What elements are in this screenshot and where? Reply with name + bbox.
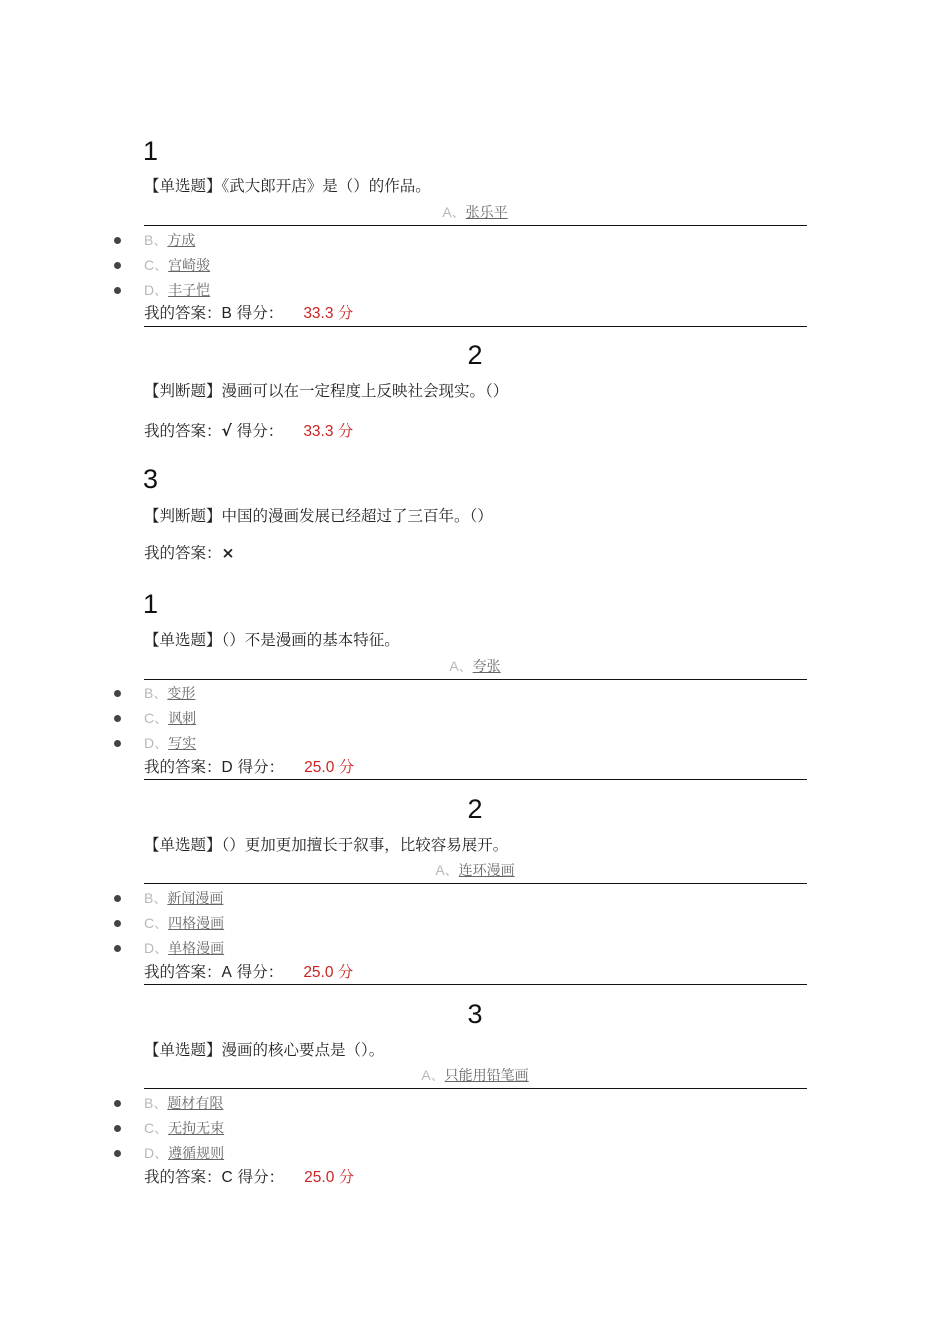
score-unit: 分 [337,963,354,981]
option-d[interactable] [144,736,196,751]
divider [144,225,807,226]
option-text[interactable]: 张乐平 [465,205,508,221]
question-number: 1 [143,589,159,619]
option-c[interactable] [144,258,210,273]
question-number: 2 [467,340,483,370]
option-text[interactable]: 讽刺 [168,711,197,727]
option-letter: C、 [144,710,169,726]
question-text: 【判断题】中国的漫画发展已经超过了三百年。（） [144,507,493,525]
score-label: 得分： [236,963,284,981]
answer-label: 我的答案： [144,544,222,562]
option-b[interactable] [144,686,195,701]
option-d[interactable] [144,283,210,298]
my-answer [144,760,354,776]
divider [144,326,807,327]
option-letter: A、 [449,658,473,674]
option-text[interactable]: 夸张 [472,659,501,675]
bullet-icon [114,715,121,722]
option-b[interactable] [144,1096,223,1111]
divider [144,1088,807,1089]
bullet-icon [114,287,121,294]
option-text[interactable]: 题材有限 [167,1096,224,1112]
option-text[interactable]: 遵循规则 [168,1146,225,1162]
my-answer [144,306,353,322]
bullet-icon [114,895,121,902]
question-text: 【单选题】（）更加更加擅长于叙事，比较容易展开。 [144,836,509,854]
option-a[interactable] [0,205,950,220]
answer-value: D [221,759,233,776]
my-answer [144,424,353,440]
bullet-icon [114,690,121,697]
score-number: 33.3 [303,423,334,440]
option-letter: D、 [144,735,169,751]
option-letter: C、 [144,1120,169,1136]
question-number: 3 [143,464,159,494]
option-text[interactable]: 只能用铅笔画 [444,1068,529,1084]
option-letter: B、 [144,890,168,906]
option-letter: C、 [144,257,169,273]
score-label: 得分： [236,304,284,322]
score-value [304,759,354,776]
option-text[interactable]: 丰子恺 [168,283,211,299]
question-number: 1 [143,136,159,166]
question-text: 【判断题】漫画可以在一定程度上反映社会现实。（） [144,382,509,400]
divider [144,984,807,985]
score-unit: 分 [337,304,354,322]
score-label: 得分： [237,1168,285,1186]
option-letter: D、 [144,282,169,298]
score-number: 25.0 [304,1169,335,1186]
option-a[interactable] [0,863,950,878]
option-text[interactable]: 新闻漫画 [167,891,224,907]
option-d[interactable] [144,941,224,956]
answer-label: 我的答案： [144,304,222,322]
check-icon: √ [221,422,232,440]
answer-label: 我的答案： [144,963,222,981]
score-number: 25.0 [304,759,335,776]
bullet-icon [114,1100,121,1107]
option-letter: B、 [144,685,168,701]
bullet-icon [114,920,121,927]
option-text[interactable]: 写实 [168,736,197,752]
question-number: 2 [467,794,483,824]
option-b[interactable] [144,233,195,248]
cross-icon: × [221,544,235,562]
score-value [304,1169,354,1186]
score-unit: 分 [338,1168,355,1186]
score-number: 25.0 [303,964,334,981]
option-letter: B、 [144,232,168,248]
answer-label: 我的答案： [144,1168,222,1186]
score-value [303,964,353,981]
option-c[interactable] [144,916,224,931]
score-label: 得分： [237,758,285,776]
question-text: 【单选题】漫画的核心要点是（）。 [144,1041,385,1059]
answer-value: B [221,305,232,322]
option-letter: A、 [421,1067,445,1083]
option-text[interactable]: 无拘无束 [168,1121,225,1137]
option-text[interactable]: 四格漫画 [168,916,225,932]
bullet-icon [114,945,121,952]
option-text[interactable]: 方成 [167,233,196,249]
bullet-icon [114,262,121,269]
option-a[interactable] [0,659,950,674]
score-label: 得分： [236,422,284,440]
bullet-icon [114,237,121,244]
option-b[interactable] [144,891,223,906]
option-d[interactable] [144,1146,224,1161]
score-value [303,305,353,322]
option-c[interactable] [144,1121,224,1136]
option-text[interactable]: 单格漫画 [168,941,225,957]
option-letter: A、 [435,862,459,878]
question-text: 【单选题】《武大郎开店》是（）的作品。 [144,177,431,195]
option-a[interactable] [0,1068,950,1083]
option-c[interactable] [144,711,196,726]
bullet-icon [114,1150,121,1157]
option-letter: A、 [442,204,466,220]
score-unit: 分 [338,758,355,776]
answer-label: 我的答案： [144,758,222,776]
divider [144,883,807,884]
bullet-icon [114,740,121,747]
answer-label: 我的答案： [144,422,222,440]
my-answer [144,1170,354,1186]
option-letter: D、 [144,1145,169,1161]
score-unit: 分 [337,422,354,440]
answer-value: A [221,964,232,981]
my-answer [144,965,353,981]
option-letter: C、 [144,915,169,931]
divider [144,679,807,680]
bullet-icon [114,1125,121,1132]
my-answer [144,546,235,562]
option-text[interactable]: 宫崎骏 [168,258,211,274]
question-number: 3 [467,999,483,1029]
option-text[interactable]: 连环漫画 [458,863,515,879]
option-text[interactable]: 变形 [167,686,196,702]
option-letter: B、 [144,1095,168,1111]
score-value [303,423,353,440]
question-text: 【单选题】（）不是漫画的基本特征。 [144,631,400,649]
divider [144,779,807,780]
score-number: 33.3 [303,305,334,322]
answer-value: C [221,1169,233,1186]
option-letter: D、 [144,940,169,956]
